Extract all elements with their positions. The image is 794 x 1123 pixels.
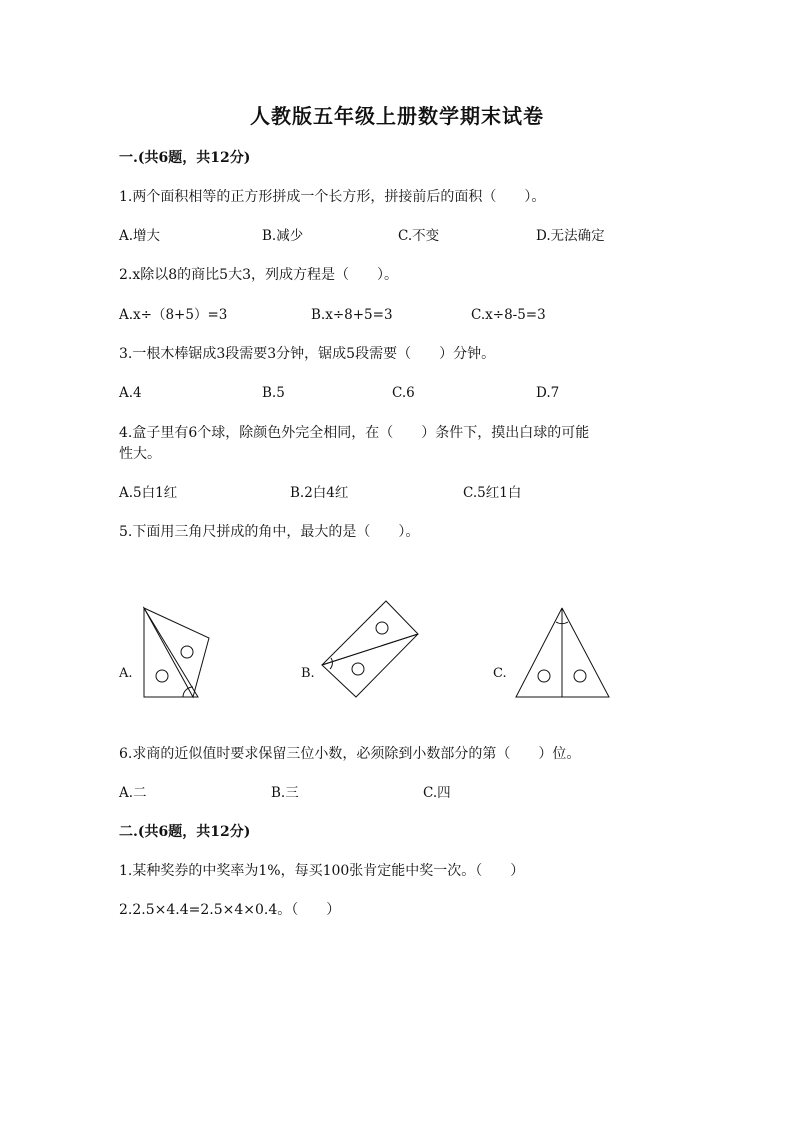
question-2-option-a[interactable]: A.x÷（8+5）=3 [119, 307, 228, 323]
question-3-stem: 3.一根木棒锯成3段需要3分钟，锯成5段需要（ ）分钟。 [119, 346, 496, 362]
question-1-stem: 1.两个面积相等的正方形拼成一个长方形，拼接前后的面积（ ）。 [119, 189, 546, 205]
question-4-option-a[interactable]: A.5白1红 [119, 485, 178, 501]
question-6-option-c[interactable]: C.四 [423, 785, 451, 801]
question-2-option-b[interactable]: B.x÷8+5=3 [311, 307, 393, 323]
true-false-question-2: 2.2.5×4.4=2.5×4×0.4。（ ） [119, 902, 341, 918]
figure-a-triangle-rulers [135, 600, 235, 710]
question-3-option-b[interactable]: B.5 [262, 385, 285, 401]
question-6-option-b[interactable]: B.三 [271, 785, 299, 801]
question-1-option-d[interactable]: D.无法确定 [536, 228, 605, 244]
figure-b-triangle-rulers [318, 597, 428, 707]
question-1-option-c[interactable]: C.不变 [398, 228, 440, 244]
page-title: 人教版五年级上册数学期末试卷 [250, 104, 544, 128]
question-5-stem: 5.下面用三角尺拼成的角中，最大的是（ ）。 [119, 524, 420, 540]
figure-a-label[interactable]: A. [119, 666, 133, 681]
section-header-2: 二.(共6题，共12分) [119, 824, 251, 840]
question-6-option-a[interactable]: A.二 [119, 785, 147, 801]
question-6-stem: 6.求商的近似值时要求保留三位小数，必须除到小数部分的第（ ）位。 [119, 746, 581, 762]
question-4-stem-line1: 4.盒子里有6个球，除颜色外完全相同，在（ ）条件下，摸出白球的可能 [119, 425, 590, 441]
question-1-option-b[interactable]: B.减少 [262, 228, 304, 244]
question-2-option-c[interactable]: C.x÷8-5=3 [471, 307, 546, 323]
question-4-option-c[interactable]: C.5红1白 [463, 485, 522, 501]
figure-c-label[interactable]: C. [493, 666, 507, 681]
true-false-question-1: 1.某种奖券的中奖率为1%，每买100张肯定能中奖一次。（ ） [119, 863, 525, 879]
question-4-stem-line2: 性大。 [119, 446, 161, 462]
figure-c-triangle-rulers [510, 600, 620, 710]
question-3-option-a[interactable]: A.4 [119, 385, 142, 401]
question-1-option-a[interactable]: A.增大 [119, 228, 161, 244]
section-header-1: 一.(共6题，共12分) [119, 150, 251, 166]
question-3-option-c[interactable]: C.6 [392, 385, 415, 401]
question-2-stem: 2.x除以8的商比5大3，列成方程是（ ）。 [119, 267, 398, 283]
figure-b-label[interactable]: B. [301, 666, 315, 681]
question-3-option-d[interactable]: D.7 [536, 385, 560, 401]
question-4-option-b[interactable]: B.2白4红 [290, 485, 349, 501]
